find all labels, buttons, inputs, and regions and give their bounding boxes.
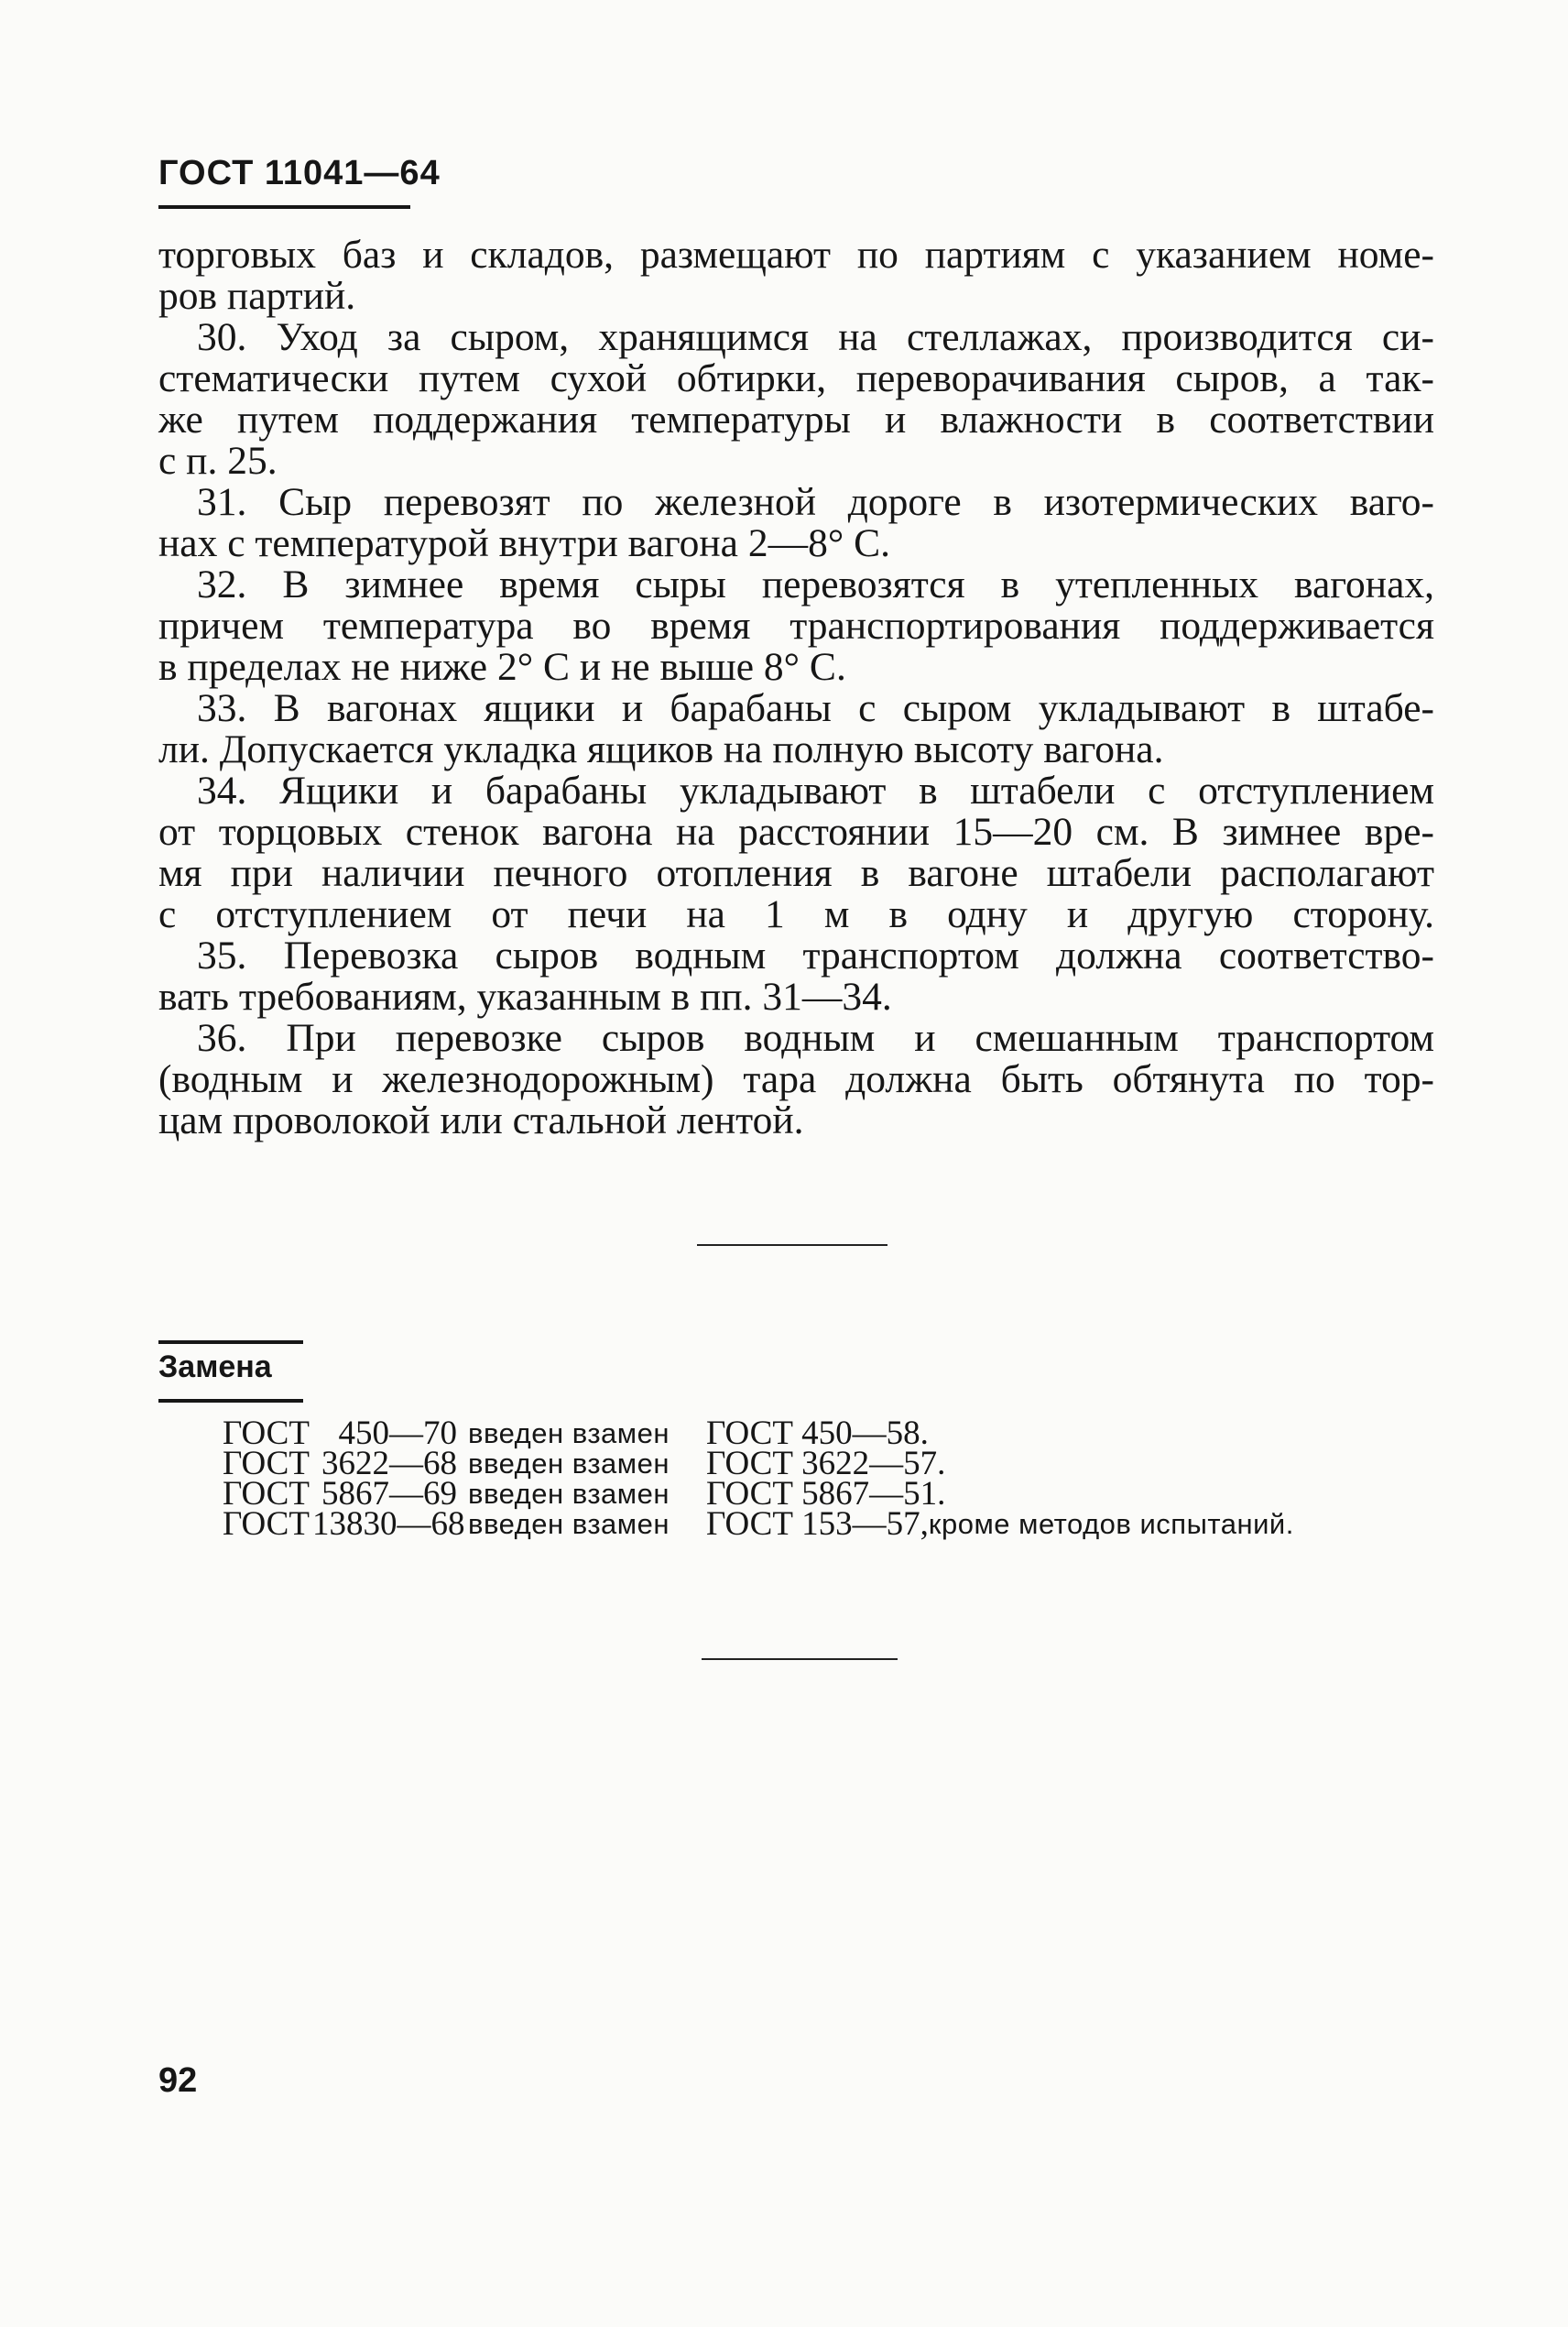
- text-line: цам проволокой или стальной лентой.: [158, 1098, 804, 1142]
- text-line: от торцовых стенок вагона на расстоянии 15—20 см. В зимнее вре-: [158, 810, 1434, 854]
- paragraph-33: [158, 688, 1434, 770]
- old-gost: ГОСТ 5867—51.: [706, 1475, 946, 1513]
- text-line: вать требованиям, указанным в пп. 31—34.: [158, 975, 892, 1019]
- replacement-list: [223, 1415, 1294, 1543]
- replaced-text: введен взамен: [468, 1417, 670, 1449]
- replaced-text: введен взамен: [468, 1448, 670, 1480]
- gost-number: 3622—68: [321, 1445, 457, 1482]
- gost-number: 13830—68: [312, 1505, 465, 1543]
- page-number: 92: [158, 2061, 198, 2100]
- gost-label: ГОСТ: [223, 1475, 310, 1513]
- text-line: 33. В вагонах ящики и барабаны с сыром укладывают в штабе-: [197, 686, 1434, 730]
- paragraph-34: [158, 770, 1434, 935]
- gost-label: ГОСТ: [223, 1415, 310, 1452]
- document-header: ГОСТ 11041—64: [158, 154, 441, 192]
- section-separator: [702, 1658, 898, 1660]
- text-line: торговых баз и складов, размещают по партиям с указанием номе-: [158, 233, 1434, 277]
- section-separator: [697, 1244, 887, 1246]
- text-line: же путем поддержания температуры и влажности в соответствии: [158, 398, 1434, 442]
- text-line: причем температура во время транспортирования поддерживается: [158, 604, 1434, 648]
- header-underline: [158, 205, 410, 209]
- gost-number: 5867—69: [321, 1475, 457, 1513]
- text-line: нах с температурой внутри вагона 2—8° С.: [158, 521, 891, 565]
- text-line: 34. Ящики и барабаны укладывают в штабели с отступлением: [197, 769, 1434, 813]
- text-line: мя при наличии печного отопления в вагоне штабели располагают: [158, 851, 1434, 895]
- text-line: 30. Уход за сыром, хранящимся на стеллажах, производится си-: [197, 315, 1434, 359]
- gost-label: ГОСТ: [223, 1445, 310, 1482]
- old-gost: ГОСТ 3622—57.: [706, 1445, 946, 1482]
- text-line: с отступлением от печи на 1 м в одну и другую сторону.: [158, 892, 1434, 936]
- paragraph-36: [158, 1018, 1434, 1142]
- text-line: 31. Сыр перевозят по железной дороге в изотермических ваго-: [197, 480, 1434, 524]
- text-line: 35. Перевозка сыров водным транспортом должна соответство-: [197, 934, 1434, 978]
- text-line: ли. Допускается укладка ящиков на полную высоту вагона.: [158, 727, 1164, 771]
- text-line: 32. В зимнее время сыры перевозятся в утепленных вагонах,: [197, 563, 1434, 606]
- paragraph-35: [158, 935, 1434, 1018]
- text-line: стематически путем сухой обтирки, переворачивания сыров, а так-: [158, 356, 1434, 400]
- paragraph-continuation: [158, 235, 1434, 317]
- note-top-rule: [158, 1340, 303, 1344]
- paragraph-30: [158, 317, 1434, 482]
- replaced-text: введен взамен: [468, 1508, 670, 1540]
- old-gost: ГОСТ 450—58.: [706, 1415, 929, 1452]
- text-line: в пределах не ниже 2° С и не выше 8° С.: [158, 645, 846, 689]
- text-line: (водным и железнодорожным) тара должна быть обтянута по тор-: [158, 1057, 1434, 1101]
- text-line: 36. При перевозке сыров водным и смешанным транспортом: [197, 1016, 1434, 1060]
- gost-number: 450—70: [338, 1415, 457, 1452]
- replacement-row: [223, 1505, 1294, 1543]
- old-gost: ГОСТ 153—57,: [706, 1505, 929, 1543]
- paragraph-32: [158, 564, 1434, 688]
- paragraph-31: [158, 482, 1434, 564]
- replaced-text: введен взамен: [468, 1478, 670, 1510]
- body-text: [158, 235, 1434, 1142]
- text-line: с п. 25.: [158, 439, 278, 483]
- note-title: Замена: [158, 1349, 272, 1384]
- text-line: ров партий.: [158, 274, 356, 318]
- row-note: кроме методов испытаний.: [928, 1508, 1294, 1540]
- note-bottom-rule: [158, 1399, 303, 1403]
- gost-label: ГОСТ: [223, 1505, 310, 1543]
